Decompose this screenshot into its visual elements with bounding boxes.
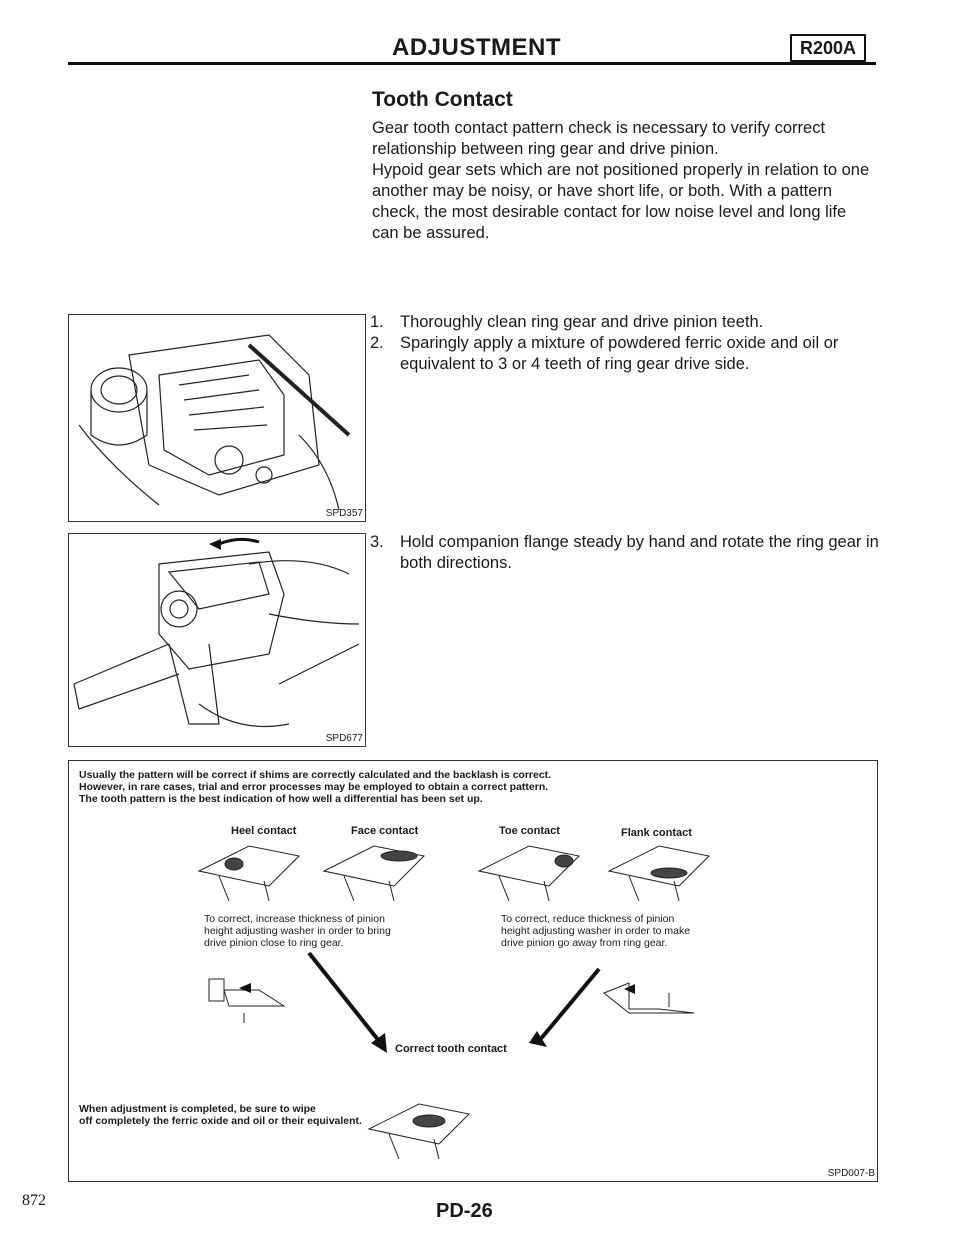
- gear-carrier-illustration: [69, 315, 365, 521]
- correction-right-line-3: drive pinion go away from ring gear.: [501, 937, 668, 949]
- toe-contact-label: Toe contact: [499, 825, 560, 837]
- step-number: 2.: [370, 334, 384, 352]
- figure-code: SPD007-B: [827, 1168, 875, 1179]
- steps-list: [370, 312, 880, 375]
- header-rule: [68, 62, 876, 65]
- correction-left-line-1: To correct, increase thickness of pinion: [204, 913, 385, 925]
- heel-contact-label: Heel contact: [231, 825, 297, 837]
- wipe-note-line-2: off completely the ferric oxide and oil or their equivalent.: [79, 1115, 362, 1127]
- step-2: [370, 333, 880, 375]
- figure-code: SPD677: [325, 733, 363, 744]
- page-number: 872: [22, 1192, 46, 1209]
- intro-text: [372, 118, 872, 244]
- face-contact-label: Face contact: [351, 825, 419, 837]
- wipe-note-line-1: When adjustment is completed, be sure to wipe: [79, 1103, 316, 1115]
- step-text: Sparingly apply a mixture of powdered ferric oxide and oil or equivalent to 3 or 4 teeth of ring gear drive side.: [400, 334, 839, 373]
- figure-note-3: The tooth pattern is the best indication of how well a differential has been set up.: [79, 793, 483, 805]
- differential-rotation-illustration: [69, 534, 365, 746]
- step-1: [370, 312, 880, 333]
- correction-left-line-2: height adjusting washer in order to bring: [204, 925, 391, 937]
- section-page-code: PD-26: [436, 1200, 493, 1222]
- page-title: ADJUSTMENT: [392, 34, 562, 61]
- step-3: [370, 532, 880, 574]
- intro-paragraph-2: Hypoid gear sets which are not positioned properly in relation to one another may be noisy, or have short life, or both. With a pattern check, the most desirable contact for low noise level and long life can be assured.: [372, 161, 870, 242]
- intro-paragraph-1: Gear tooth contact pattern check is necessary to verify correct relationship between ring gear and drive pinion.: [372, 119, 826, 158]
- section-title: Tooth Contact: [372, 88, 513, 111]
- correction-right-line-1: To correct, reduce thickness of pinion: [501, 913, 675, 925]
- figure-rotate-gear: [68, 533, 366, 747]
- correction-right-line-2: height adjusting washer in order to make: [501, 925, 691, 937]
- model-code-badge: R200A: [790, 34, 866, 62]
- step-text: Thoroughly clean ring gear and drive pinion teeth.: [400, 313, 764, 331]
- correction-left-line-3: drive pinion close to ring gear.: [204, 937, 344, 949]
- step-text: Hold companion flange steady by hand and rotate the ring gear in both directions.: [400, 533, 879, 572]
- tooth-contact-pattern-figure: [68, 760, 878, 1182]
- flank-contact-label: Flank contact: [621, 827, 692, 839]
- figure-apply-compound: [68, 314, 366, 522]
- figure-note-2: However, in rare cases, trial and error processes may be employed to obtain a correct pattern.: [79, 781, 549, 793]
- step-number: 3.: [370, 533, 384, 551]
- figure-note-1: Usually the pattern will be correct if shims are correctly calculated and the backlash is correct.: [79, 769, 552, 781]
- step-number: 1.: [370, 313, 384, 331]
- correct-contact-label: Correct tooth contact: [395, 1043, 507, 1055]
- figure-code: SPD357: [325, 508, 363, 519]
